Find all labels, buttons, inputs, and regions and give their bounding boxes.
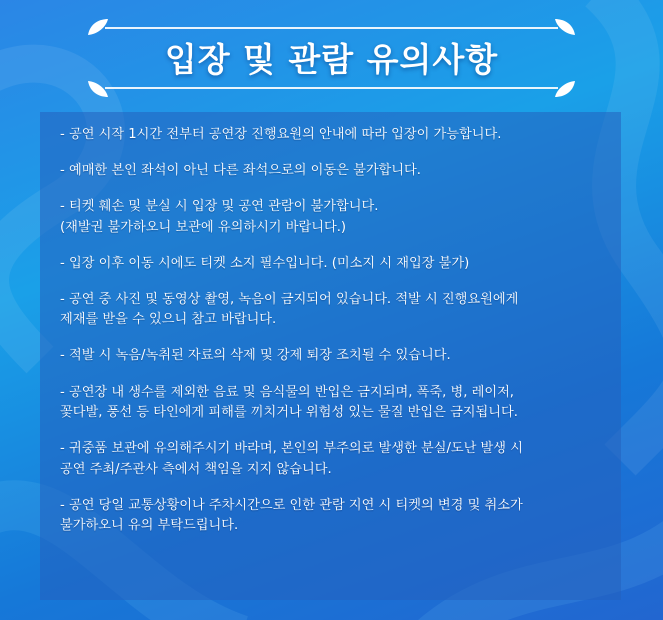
notice-line: - 티켓 훼손 및 분실 시 입장 및 공연 관람이 불가합니다. xyxy=(60,199,379,215)
notice-line: - 적발 시 녹음/녹취된 자료의 삭제 및 강제 퇴장 조치될 수 있습니다. xyxy=(60,348,451,364)
notice-line: - 공연장 내 생수를 제외한 음료 및 음식물의 반입은 금지되며, 폭죽, 병, 레이저, xyxy=(60,384,515,400)
notice-item xyxy=(60,290,620,331)
notice-line: 공연 주최/주관사 측에서 책임을 지지 않습니다. xyxy=(60,461,332,477)
notice-item xyxy=(60,346,620,367)
notice-line: 제재를 받을 수 있으니 참고 바랍니다. xyxy=(60,312,277,328)
notice-list xyxy=(60,125,620,552)
notice-line: - 예매한 본인 좌석이 아닌 다른 좌석으로의 이동은 불가합니다. xyxy=(60,163,421,179)
notice-line: - 공연 당일 교통상황이나 주차시간으로 인한 관람 지연 시 티켓의 변경 및 취소가 xyxy=(60,497,523,513)
notice-item xyxy=(60,496,620,537)
notice-line: - 공연 시작 1시간 전부터 공연장 진행요원의 안내에 따라 입장이 가능합니다. xyxy=(60,127,502,142)
notice-item xyxy=(60,125,620,146)
title-banner xyxy=(0,22,663,92)
notice-line: 불가하오니 유의 부탁드립니다. xyxy=(60,518,239,534)
notice-line: - 입장 이후 이동 시에도 티켓 소지 필수입니다. (미소지 시 재입장 불가) xyxy=(60,255,470,271)
notice-line: - 공연 중 사진 및 동영상 촬영, 녹음이 금지되어 있습니다. 적발 시 진행요원에게 xyxy=(60,291,519,307)
notice-item xyxy=(60,197,620,238)
notice-item xyxy=(60,439,620,480)
notice-line: (재발권 불가하오니 보관에 유의하시기 바랍니다.) xyxy=(60,219,347,235)
page-title: 입장 및 관람 유의사항 xyxy=(164,39,499,79)
notice-item xyxy=(60,161,620,182)
notice-item xyxy=(60,254,620,275)
notice-item xyxy=(60,383,620,424)
notice-line: - 귀중품 보관에 유의해주시기 바라며, 본인의 부주의로 발생한 분실/도난 발생 시 xyxy=(60,441,523,457)
notice-line: 꽃다발, 풍선 등 타인에게 피해를 끼치거나 위험성 있는 물질 반입은 금지됩니다. xyxy=(60,405,518,421)
